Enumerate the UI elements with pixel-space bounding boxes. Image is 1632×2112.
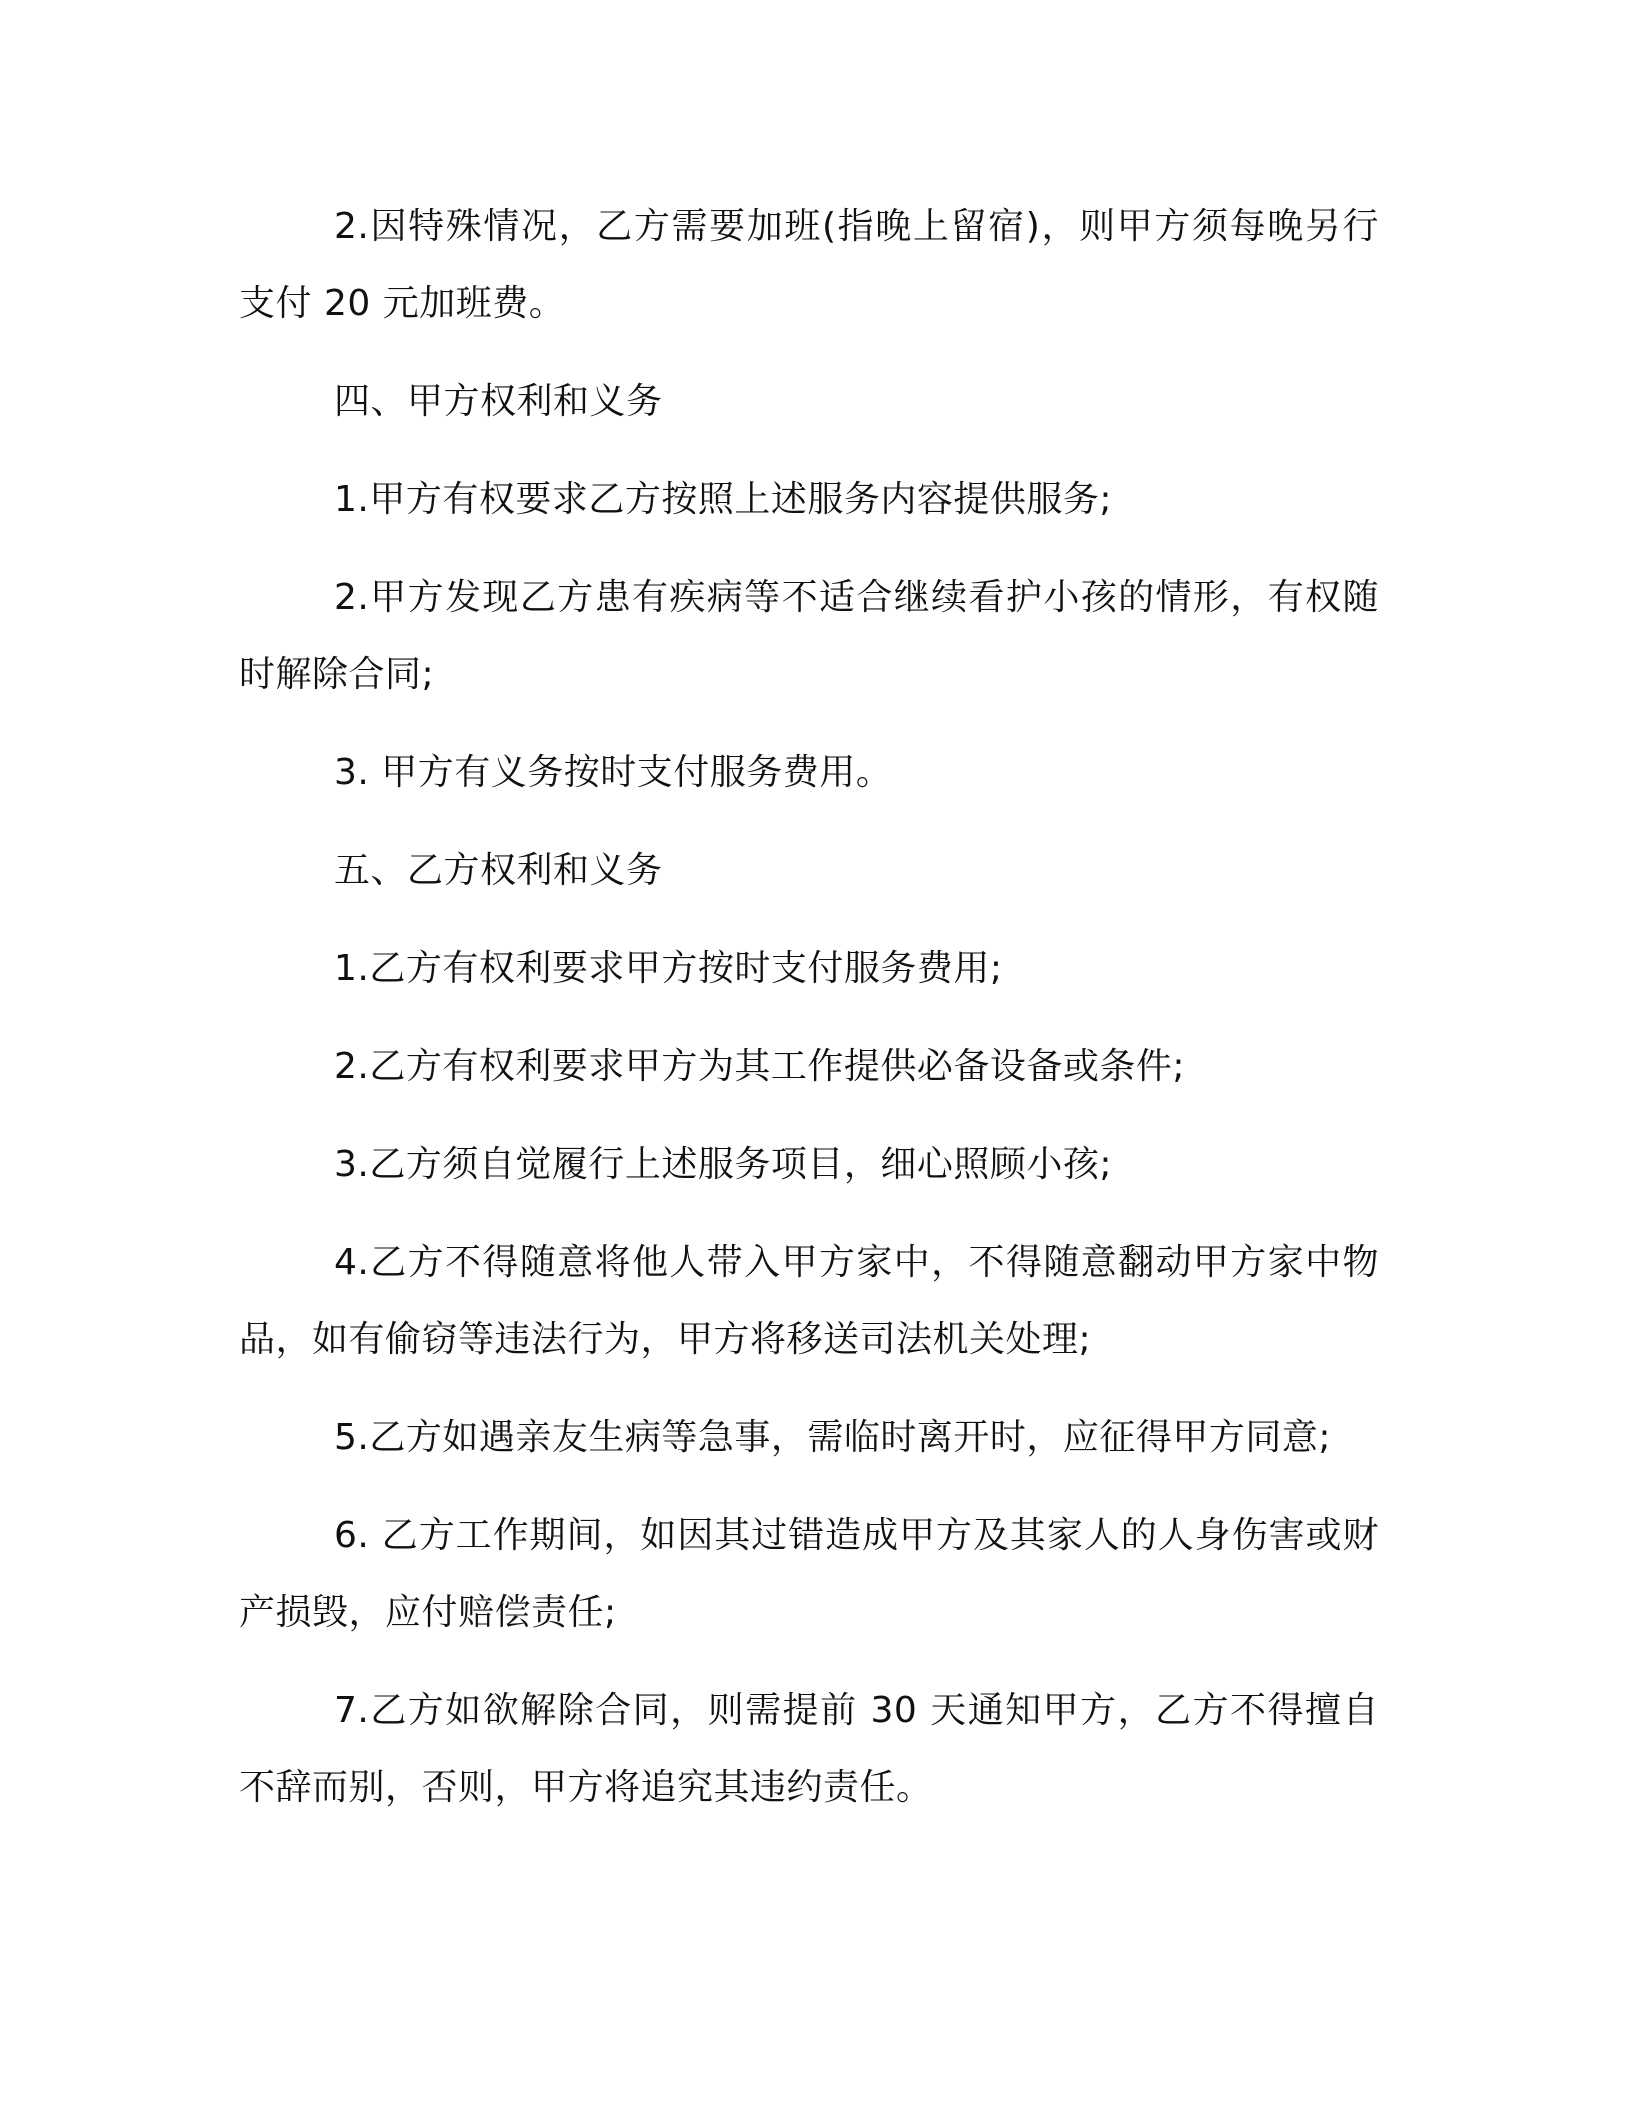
paragraph-b-duty-4: 4.乙方不得随意将他人带入甲方家中，不得随意翻动甲方家中物品，如有偷窃等违法行为，甲方将移送司法机关处理; [239,1242,1379,1360]
heading-party-b-rights: 五、乙方权利和义务 [334,850,663,891]
document-body [239,188,1379,1826]
paragraph-b-right-1: 1.乙方有权利要求甲方按时支付服务费用; [334,948,1003,989]
paragraph-b-duty-3: 3.乙方须自觉履行上述服务项目，细心照顾小孩; [334,1144,1112,1185]
paragraph-a-right-2: 2.甲方发现乙方患有疾病等不适合继续看护小孩的情形，有权随时解除合同; [239,577,1379,695]
heading-party-a-rights: 四、甲方权利和义务 [334,381,663,422]
paragraph-a-duty-3: 3. 甲方有义务按时支付服务费用。 [334,752,893,793]
paragraph-overtime-fee: 2.因特殊情况，乙方需要加班(指晚上留宿)，则甲方须每晚另行支付 20 元加班费。 [239,206,1379,324]
paragraph-b-duty-7: 7.乙方如欲解除合同，则需提前 30 天通知甲方，乙方不得擅自不辞而别，否则，甲方将追究其违约责任。 [239,1690,1379,1808]
paragraph-b-right-2: 2.乙方有权利要求甲方为其工作提供必备设备或条件; [334,1046,1185,1087]
paragraph-a-right-1: 1.甲方有权要求乙方按照上述服务内容提供服务; [334,479,1112,520]
paragraph-b-duty-6: 6. 乙方工作期间，如因其过错造成甲方及其家人的人身伤害或财产损毁，应付赔偿责任; [239,1515,1379,1633]
paragraph-b-duty-5: 5.乙方如遇亲友生病等急事，需临时离开时，应征得甲方同意; [334,1417,1331,1458]
